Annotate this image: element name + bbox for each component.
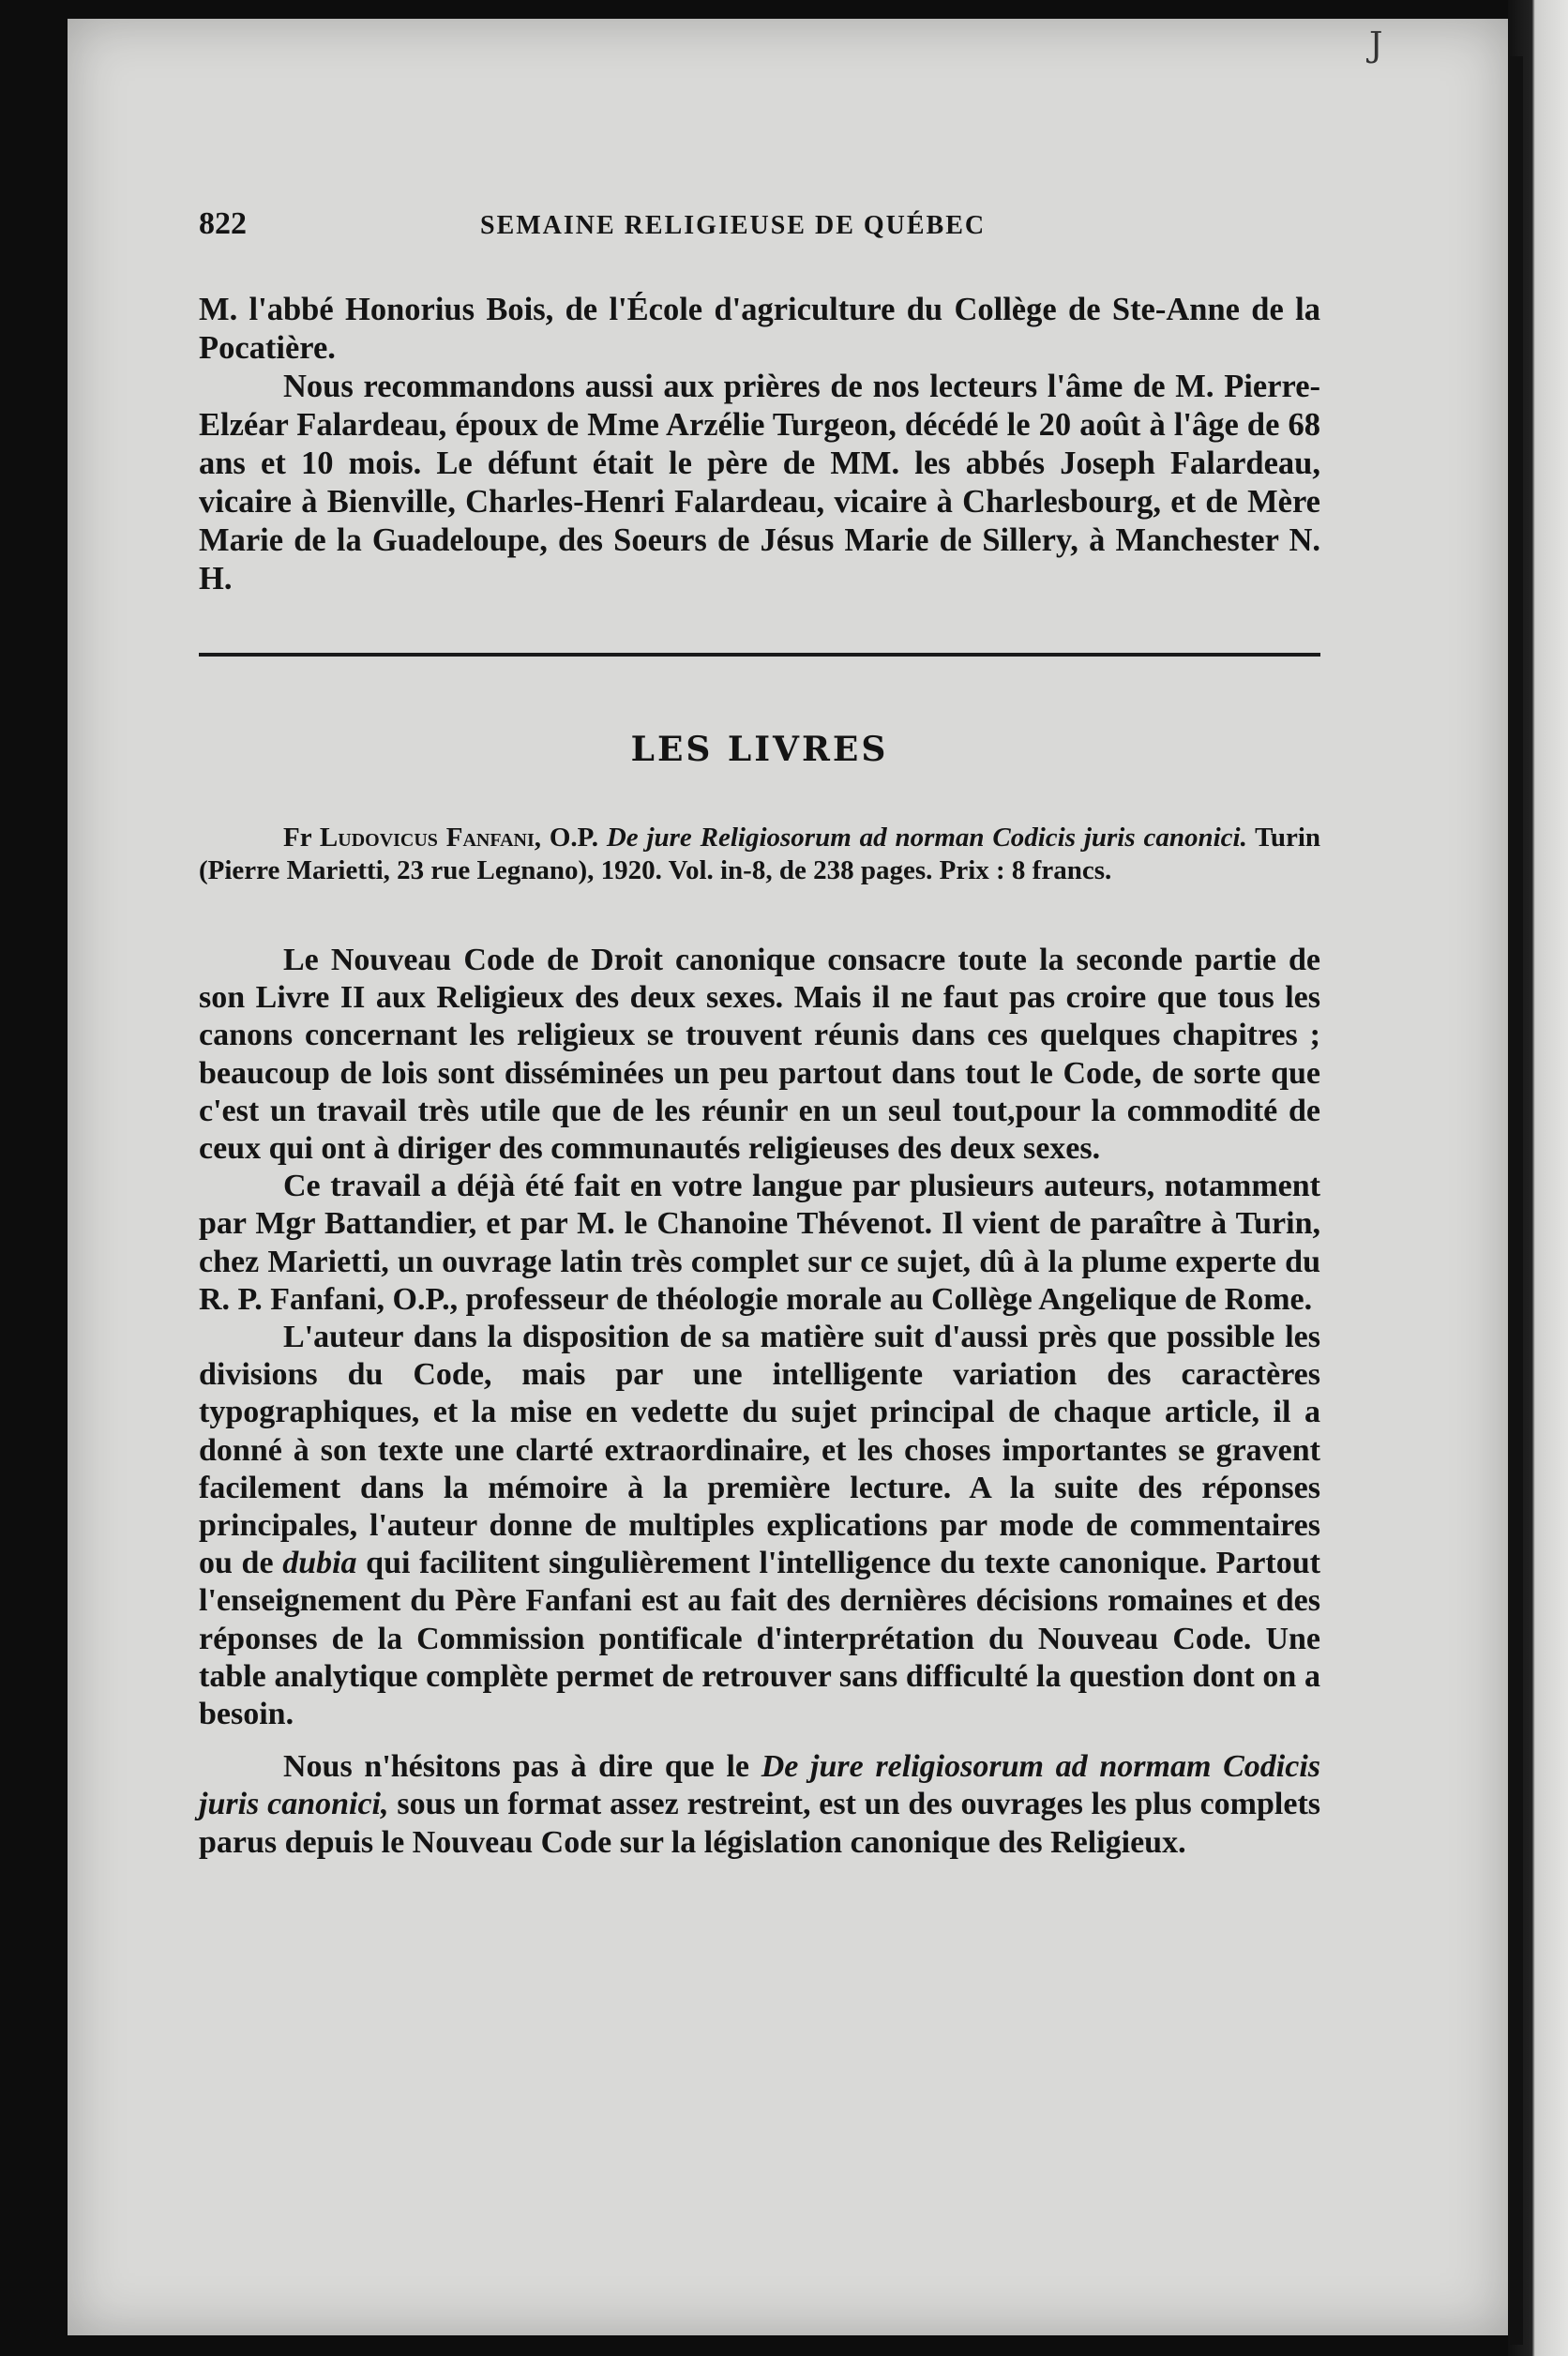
section-title: LES LIVRES bbox=[630, 730, 889, 769]
bib-order: , O.P. bbox=[534, 823, 598, 853]
review-paragraph-4 bbox=[199, 1748, 1320, 1862]
intro-paragraph-1: M. l'abbé Honorius Bois, de l'École d'agriculture du Collège de Ste-Anne de la Pocatière. bbox=[199, 292, 1320, 366]
bib-title: De jure Religiosorum ad norman Codicis juris canonici. bbox=[606, 823, 1247, 853]
bib-author: Ludovicus Fanfani bbox=[319, 823, 535, 853]
page-number: 822 bbox=[199, 206, 247, 241]
intro-paragraph-2: Nous recommandons aussi aux prières de nos lecteurs l'âme de M. Pierre-Elzéar Falardeau, époux de Mme Arzélie Turgeon, décédé le 20 août à l'âge de 68 ans et 10 mois. Le défunt était le père de MM. les abbés Joseph Falardeau, vicaire à Bienville, Charles-Henri Falardeau, vicaire à Charlesbourg, et de Mère Marie de la Guadeloupe, des Soeurs de Jésus Marie de Sillery, à Manchester N. H. bbox=[199, 369, 1320, 597]
review-p3-part-b: qui facilitent singulièrement l'intelligence du texte canonique. Partout l'enseignement du Père Fanfani est au fait des dernières décisions romaines et des réponses de la Commission pontificale d'interprétation du Nouveau Code. Une table analytique complète permet de retrouver sans difficulté la question dont on a besoin. bbox=[199, 1546, 1320, 1732]
review-p4-part-a: Nous n'hésitons pas à dire que le bbox=[283, 1749, 761, 1785]
corner-mark: J bbox=[1369, 26, 1383, 65]
bib-prefix: Fr bbox=[283, 823, 312, 853]
review-paragraph-3 bbox=[199, 1319, 1320, 1733]
journal-title: SEMAINE RELIGIEUSE DE QUÉBEC bbox=[480, 211, 987, 240]
review-p4-part-b: sous un format assez restreint, est un des ouvrages les plus complets parus depuis le Nouveau Code sur la législation canonique des Religieux. bbox=[199, 1787, 1320, 1860]
review-p3-emphasis: dubia bbox=[282, 1546, 357, 1581]
bibliography-entry bbox=[199, 822, 1320, 887]
bib-details: Turin (Pierre Marietti, 23 rue Legnano), 1920. Vol. in-8, de 238 pages. Prix : 8 francs. bbox=[199, 823, 1321, 885]
review-paragraph-1: Le Nouveau Code de Droit canonique consacre toute la seconde partie de son Livre II aux Religieux des deux sexes. Mais il ne faut pas croire que tous les canons concernant les religieux se trouvent réunis dans ces quelques chapitres ; beaucoup de lois sont disséminées un peu partout dans tout le Code, de sorte que c'est un travail très utile que de les réunir en un seul tout,pour la commodité de ceux qui ont à diriger des communautés religieuses des deux sexes. bbox=[199, 943, 1320, 1167]
binding-shadow bbox=[1510, 56, 1523, 2345]
review-paragraph-2: Ce travail a déjà été fait en votre langue par plusieurs auteurs, notamment par Mgr Battandier, et par M. le Chanoine Thévenot. Il vient de paraître à Turin, chez Marietti, un ouvrage latin très complet sur ce sujet, dû à la plume experte du R. P. Fanfani, O.P., professeur de théologie morale au Collège Angelique de Rome. bbox=[199, 1169, 1320, 1317]
section-rule bbox=[199, 653, 1320, 657]
review-p3-part-a: L'auteur dans la disposition de sa matière suit d'aussi près que possible les divisions du Code, mais par une intelligente variation des caractères typographiques, et la mise en vedette du sujet principal de chaque article, il a donné à son texte une clarté extraordinaire, et les choses importantes se gravent facilement dans la mémoire à la première lecture. A la suite des réponses principales, l'auteur donne de multiples explications par mode de commentaires ou de bbox=[199, 1320, 1320, 1581]
running-head bbox=[199, 206, 1320, 266]
page-content bbox=[199, 206, 1320, 1862]
review-p4-emphasis: De jure religiosorum ad normam Codicis juris canonici, bbox=[199, 1749, 1320, 1822]
